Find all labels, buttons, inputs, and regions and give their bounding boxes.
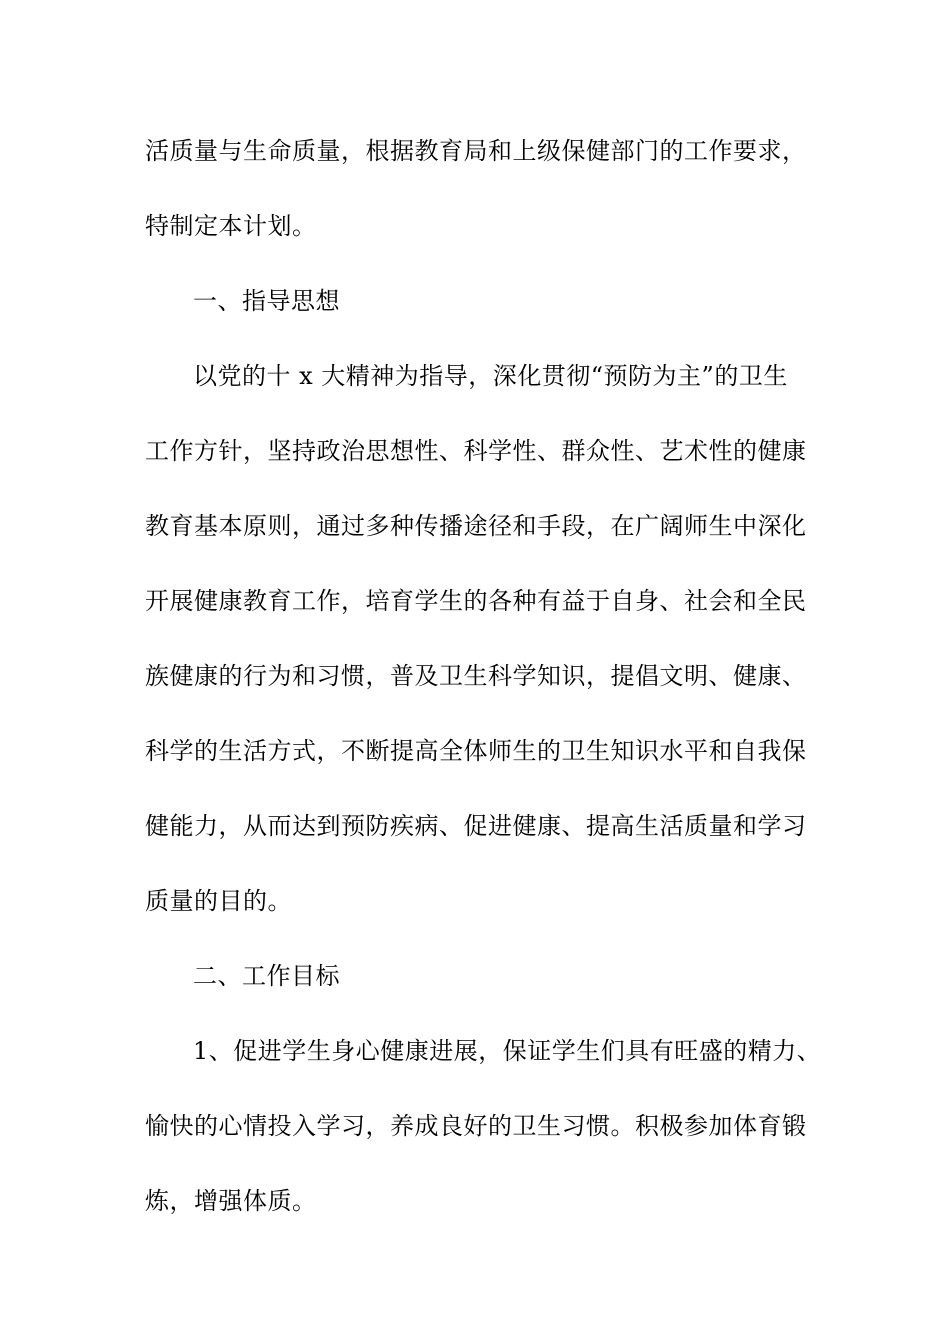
text-line: 以党的十 x 大精神为指导，深化贯彻“预防为主”的卫生: [193, 362, 788, 390]
text-line: 炼，增强体质。: [145, 1187, 317, 1215]
text-line: 愉快的心情投入学习，养成良好的卫生习惯。积极参加体育锻: [145, 1112, 807, 1140]
text-line: 工作方针，坚持政治思想性、科学性、群众性、艺术性的健康: [145, 437, 807, 465]
text-line: 1、促进学生身心健康进展，保证学生们具有旺盛的精力、: [193, 1037, 822, 1065]
text-line: 教育基本原则，通过多种传播途径和手段，在广阔师生中深化: [145, 512, 807, 540]
section-heading: 一、指导思想: [193, 287, 340, 315]
text-line: 族健康的行为和习惯，普及卫生科学知识，提倡文明、健康、: [145, 662, 807, 690]
text-line: 特制定本计划。: [145, 212, 317, 240]
section-heading: 二、工作目标: [193, 962, 340, 990]
text-line: 开展健康教育工作，培育学生的各种有益于自身、社会和全民: [145, 587, 807, 615]
text-line: 质量的目的。: [145, 887, 292, 915]
text-line: 活质量与生命质量，根据教育局和上级保健部门的工作要求，: [145, 137, 807, 165]
text-line: 健能力，从而达到预防疾病、促进健康、提高生活质量和学习: [145, 812, 807, 840]
text-line: 科学的生活方式，不断提高全体师生的卫生知识水平和自我保: [145, 737, 807, 765]
